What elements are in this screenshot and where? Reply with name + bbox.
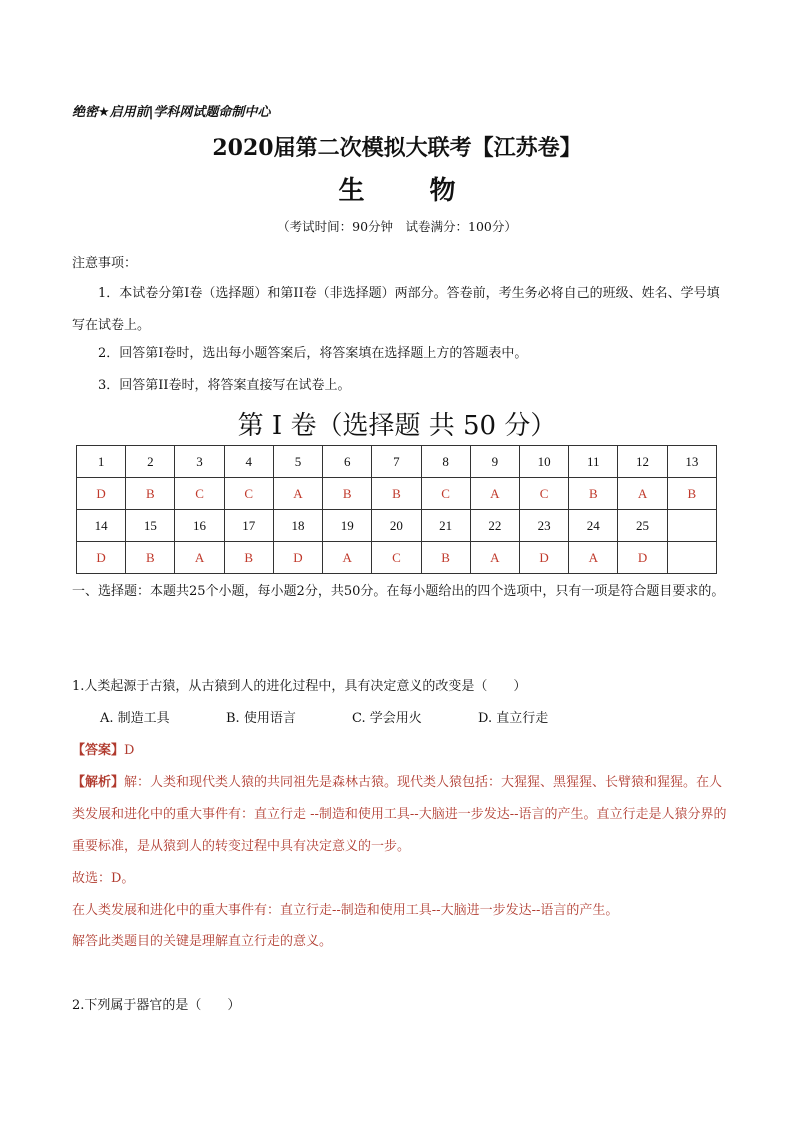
question-number: 17 [224,510,273,542]
option-b: B. 使用语言 [226,711,296,726]
section-title: 第 I 卷（选择题 共 50 分） [237,411,557,441]
notice-item-1: 1．本试卷分第I卷（选择题）和第II卷（非选择题）两部分。答卷前，考生务必将自己的班级、姓名、学号填写在试卷上。 [72,286,720,333]
question-number: 3 [175,446,224,478]
notice-item-2: 2．回答第I卷时，选出每小题答案后，将答案填在选择题上方的答题表中。 [98,346,528,361]
question-number: 11 [569,446,618,478]
notice-heading: 注意事项： [72,256,138,271]
question-number: 18 [273,510,322,542]
answer-cell: A [470,542,519,574]
exam-time-info: （考试时间：90分钟 试卷满分：100分） [277,219,517,234]
answer-cell: B [667,478,716,510]
answer-cell: B [372,478,421,510]
question-number [667,510,716,542]
section-intro: 一、选择题：本题共25个小题，每小题2分，共50分。在每小题给出的四个选项中，只有一项是符合题目要求的。 [72,584,725,599]
answer-cell: B [126,542,175,574]
question-1-stem: 1.人类起源于古猿，从古猿到人的进化过程中，具有决定意义的改变是（ ） [72,679,527,694]
answer-line [72,739,134,758]
answer-cell: D [77,478,126,510]
answer-cell: C [372,542,421,574]
answer-cell: A [175,542,224,574]
option-a: A. 制造工具 [100,711,170,726]
answer-cell: B [224,542,273,574]
question-number: 23 [519,510,568,542]
number-row-1 [77,446,717,478]
answer-cell: A [470,478,519,510]
answer-cell: C [224,478,273,510]
answer-table [76,445,717,574]
question-number: 20 [372,510,421,542]
question-number: 24 [569,510,618,542]
notice-item-3: 3．回答第II卷时，将答案直接写在试卷上。 [98,378,351,393]
answer-cell: C [421,478,470,510]
number-row-2 [77,510,717,542]
answer-label: 【答案】 [72,743,125,758]
question-number: 13 [667,446,716,478]
answer-cell: A [569,542,618,574]
key-line: 解答此类题目的关键是理解直立行走的意义。 [72,934,333,949]
answer-row-1 [77,478,717,510]
answer-cell: B [323,478,372,510]
answer-cell: B [569,478,618,510]
question-number: 12 [618,446,667,478]
answer-cell: D [273,542,322,574]
question-2-stem: 2.下列属于器官的是（ ） [72,998,241,1013]
option-c: C. 学会用火 [352,711,422,726]
subject-title: 生 物 [338,176,484,206]
question-number: 4 [224,446,273,478]
question-number: 8 [421,446,470,478]
summary-line: 在人类发展和进化中的重大事件有：直立行走--制造和使用工具--大脑进一步发达--语言的产生。 [72,903,619,918]
question-number: 22 [470,510,519,542]
question-number: 1 [77,446,126,478]
answer-cell: D [519,542,568,574]
answer-cell: B [421,542,470,574]
question-number: 21 [421,510,470,542]
answer-row-2 [77,542,717,574]
question-number: 19 [323,510,372,542]
question-number: 5 [273,446,322,478]
answer-value: D [124,743,135,758]
analysis-label: 【解析】 [72,775,125,790]
answer-cell: A [323,542,372,574]
question-number: 14 [77,510,126,542]
question-number: 16 [175,510,224,542]
analysis-text: 解：人类和现代类人猿的共同祖先是森林古猿。现代类人猿包括：大猩猩、黑猩猩、长臂猿和猩猩。在人类发展和进化中的重大事件有：直立行走 --制造和使用工具--大脑进一步发达--语言的产生。直立行走是人猿分界的重要标准，是从猿到人的转变过程中具有决定意义的一步。 [72,775,727,854]
analysis-paragraph [72,767,727,863]
answer-cell: B [126,478,175,510]
choose-line: 故选：D。 [72,871,135,886]
question-number: 7 [372,446,421,478]
answer-cell: A [273,478,322,510]
question-number: 10 [519,446,568,478]
confidential-header: 绝密★启用前|学科网试题命制中心 [72,105,271,120]
exam-title: 2020届第二次模拟大联考【江苏卷】 [212,135,582,161]
question-number: 2 [126,446,175,478]
option-d: D. 直立行走 [478,711,549,726]
question-1-options [100,707,604,726]
answer-cell: D [77,542,126,574]
question-number: 25 [618,510,667,542]
answer-cell [667,542,716,574]
answer-cell: A [618,478,667,510]
answer-cell: C [175,478,224,510]
answer-cell: D [618,542,667,574]
question-number: 15 [126,510,175,542]
question-number: 9 [470,446,519,478]
question-number: 6 [323,446,372,478]
answer-cell: C [519,478,568,510]
